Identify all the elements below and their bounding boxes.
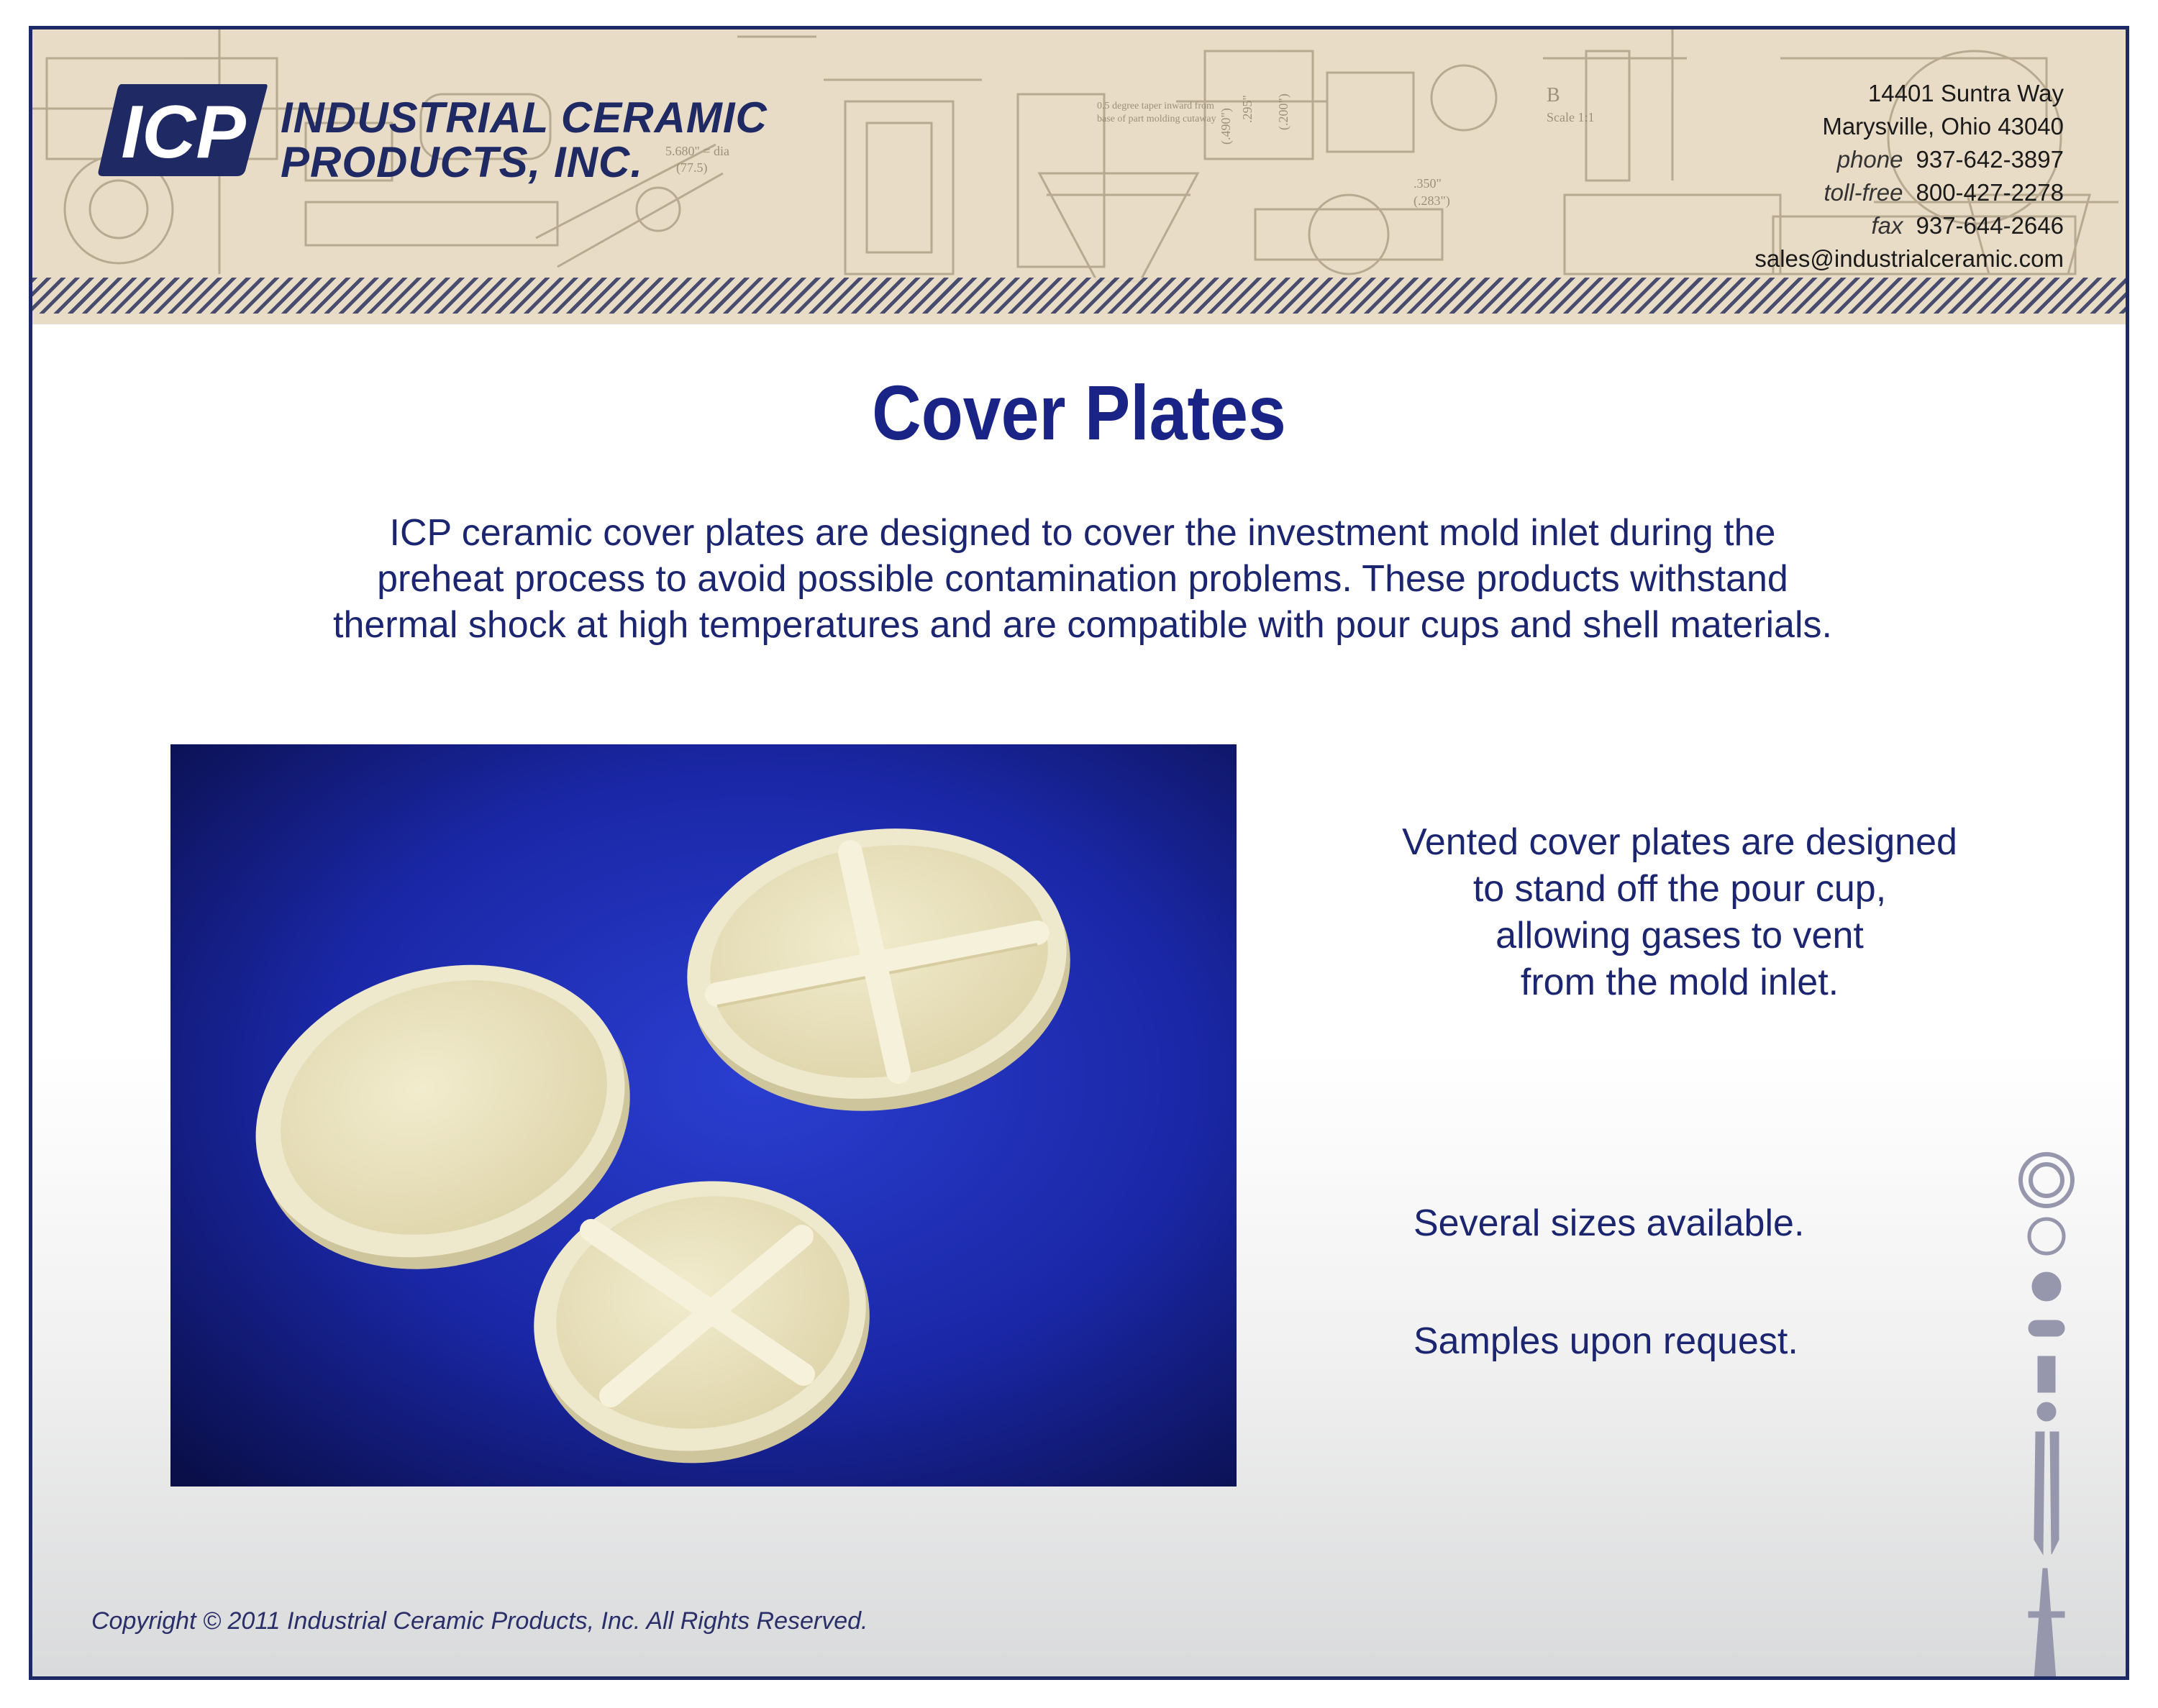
tollfree-number: 800-427-2278 [1916,179,2064,206]
page-title: Cover Plates [872,369,1286,456]
company-name [281,93,768,186]
blueprint-label-200: (.200") [1276,93,1290,130]
intro-line: ICP ceramic cover plates are designed to cover the investment mold inlet during the [389,512,1776,554]
vented-line: from the mold inlet. [1520,962,1839,1003]
phone-line [1754,143,2064,176]
blueprint-label-283: (.283") [1413,193,1450,208]
sizes-note: Several sizes available. [1413,1202,1805,1244]
blueprint-label-490: (.490") [1219,108,1233,145]
logo-text: ICP [121,91,246,174]
hatch-stripe [32,278,2126,314]
phone-label: phone [1836,146,1903,173]
intro-paragraph [248,510,1917,648]
vented-line: allowing gases to vent [1495,915,1864,956]
tollfree-label: toll-free [1824,179,1903,206]
address-street: 14401 Suntra Way [1867,80,2064,106]
product-silhouettes [2007,1151,2086,1680]
samples-note: Samples upon request. [1413,1320,1798,1362]
copyright-notice: Copyright © 2011 Industrial Ceramic Products, Inc. All Rights Reserved. [91,1607,868,1635]
vented-line: to stand off the pour cup, [1472,868,1887,910]
contact-block [1754,77,2064,275]
fax-number: 937-644-2646 [1916,212,2064,239]
blueprint-label-b: B [1547,84,1560,106]
header-banner [32,29,2126,324]
company-name-line2: PRODUCTS, INC. [281,138,644,186]
document-frame [29,26,2129,1680]
blueprint-label-295: .295" [1240,95,1255,123]
blueprint-label-dia-mm: (77.5) [676,160,708,175]
tollfree-line [1754,176,2064,209]
fax-label: fax [1871,212,1903,239]
blueprint-note-2: base of part molding cutaway [1097,114,1216,124]
intro-line: preheat process to avoid possible contamination problems. These products withstand [377,558,1788,600]
blueprint-label-350: .350" [1413,176,1442,191]
email-link[interactable]: sales@industrialceramic.com [1754,245,2064,272]
phone-number: 937-642-3897 [1916,146,2064,173]
blueprint-label-dia: 5.680" = dia [665,144,729,158]
blueprint-note-1: 0.5 degree taper inward from [1097,101,1214,111]
vented-line: Vented cover plates are designed [1402,821,1957,863]
company-name-line1: INDUSTRIAL CERAMIC [281,93,768,142]
vented-description [1306,819,2054,1006]
blueprint-label-scale: Scale 1:1 [1547,110,1595,124]
icp-logo-badge [96,81,268,179]
intro-line: thermal shock at high temperatures and are compatible with pour cups and shell materials. [333,604,1832,646]
fax-line [1754,209,2064,242]
product-photo [170,744,1237,1486]
address-city: Marysville, Ohio 43040 [1822,113,2064,140]
